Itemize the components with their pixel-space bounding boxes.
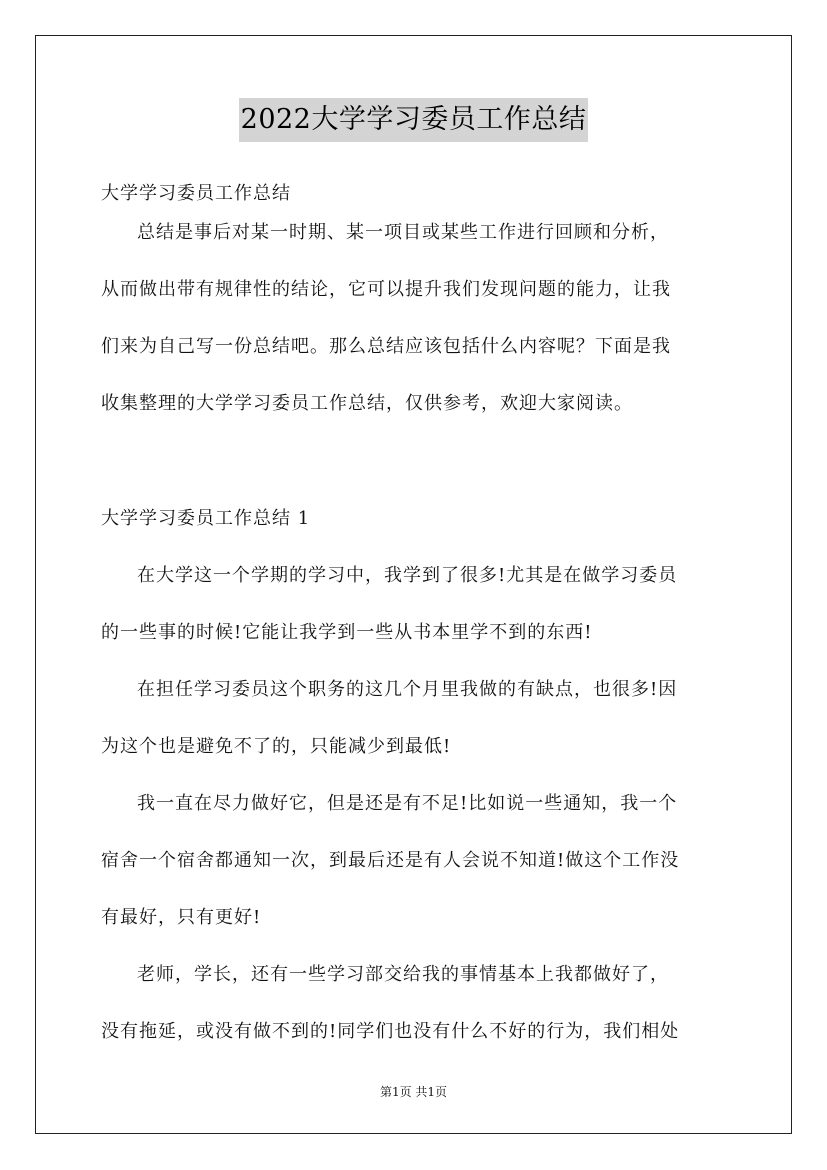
body-line: 的一些事的时候!它能让我学到一些从书本里学不到的东西!: [101, 622, 593, 643]
body-line: 在担任学习委员这个职务的这几个月里我做的有缺点，也很多!因: [137, 679, 678, 700]
intro-line: 们来为自己写一份总结吧。那么总结应该包括什么内容呢？下面是我: [101, 336, 671, 357]
body-paragraph: [101, 775, 729, 946]
section-body: [101, 547, 729, 1060]
body-line: 有最好，只有更好!: [101, 907, 262, 928]
body-paragraph: [101, 946, 729, 1060]
body-line: 没有拖延，或没有做不到的!同学们也没有什么不好的行为，我们相处: [101, 1021, 680, 1042]
body-line: 老师，学长，还有一些学习部交给我的事情基本上我都做好了，: [137, 964, 669, 985]
body-line: 宿舍一个宿舍都通知一次，到最后还是有人会说不知道!做这个工作没: [101, 850, 680, 871]
section-heading: 大学学习委员工作总结 1: [101, 508, 311, 529]
document-title: 2022大学学习委员工作总结: [239, 98, 589, 142]
intro-line: 收集整理的大学学习委员工作总结，仅供参考，欢迎大家阅读。: [101, 393, 633, 414]
body-line: 在大学这一个学期的学习中，我学到了很多!尤其是在做学习委员: [137, 565, 678, 586]
body-line: 为这个也是避免不了的，只能减少到最低!: [101, 736, 452, 757]
body-paragraph: [101, 547, 729, 661]
body-paragraph: [101, 661, 729, 775]
title-container: [0, 98, 827, 142]
page-footer: 第1页 共1页: [379, 1085, 448, 1099]
intro-text: [101, 204, 729, 432]
intro-line: 总结是事后对某一时期、某一项目或某些工作进行回顾和分析，: [137, 222, 669, 243]
document-heading: 大学学习委员工作总结: [101, 183, 291, 204]
intro-paragraph: [101, 204, 729, 432]
body-line: 我一直在尽力做好它，但是还是有不足!比如说一些通知，我一个: [137, 793, 678, 814]
intro-line: 从而做出带有规律性的结论，它可以提升我们发现问题的能力，让我: [101, 279, 671, 300]
